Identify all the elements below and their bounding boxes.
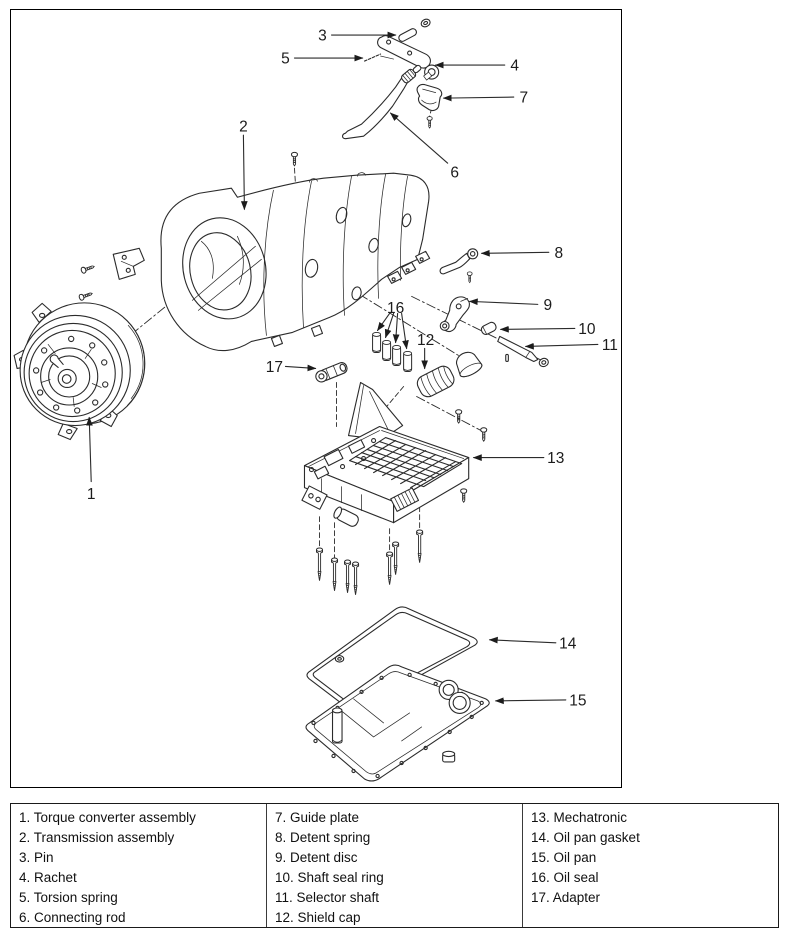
legend-item-17: 17. Adapter [531, 890, 601, 905]
callout-number-12: 12 [417, 331, 435, 349]
exploded-view-diagram [10, 9, 622, 788]
leader-line-7 [444, 97, 514, 98]
pin-drawing [398, 18, 432, 43]
legend-table [10, 803, 779, 928]
legend-item-12: 12. Shield cap [275, 910, 361, 925]
callout-number-4: 4 [510, 57, 520, 75]
leader-line-15 [496, 700, 566, 701]
leader-line-9 [470, 301, 538, 304]
callout-number-3: 3 [318, 27, 327, 45]
adapter-drawing [314, 361, 348, 384]
bracket-and-bolts-drawing [78, 248, 144, 301]
leader-line-17 [285, 366, 315, 368]
legend-item-14: 14. Oil pan gasket [531, 830, 640, 845]
legend-item-15: 15. Oil pan [531, 850, 597, 865]
callout-number-6: 6 [450, 164, 459, 182]
legend-item-9: 9. Detent disc [275, 850, 358, 865]
torque-converter-drawing [14, 303, 145, 440]
legend-item-5: 5. Torsion spring [19, 890, 118, 905]
leader-line-14 [490, 640, 556, 643]
callout-number-7: 7 [519, 89, 529, 107]
oil-seals-drawing [373, 332, 412, 371]
callout-number-17: 17 [265, 358, 284, 376]
callout-number-10: 10 [578, 320, 596, 338]
leader-line-1 [89, 418, 91, 482]
callout-number-1: 1 [86, 486, 96, 504]
selector-shaft-drawing [498, 336, 550, 367]
leader-line-10 [501, 328, 575, 329]
callout-number-2: 2 [239, 118, 248, 136]
legend-column-3 [522, 804, 778, 927]
legend-item-6: 6. Connecting rod [19, 910, 126, 925]
shaft-seal-ring-drawing [480, 321, 497, 336]
legend-item-8: 8. Detent spring [275, 830, 371, 845]
callout-number-13: 13 [547, 450, 565, 468]
legend-item-16: 16. Oil seal [531, 870, 599, 885]
callout-number-16: 16 [386, 299, 405, 317]
legend-item-11: 11. Selector shaft [275, 890, 380, 905]
mechatronic-bolts-drawing [317, 530, 423, 595]
legend-column-1 [11, 804, 266, 927]
leader-line-8 [482, 252, 549, 253]
legend-item-4: 4. Rachet [19, 870, 77, 885]
detent-spring-drawing [440, 249, 478, 283]
legend-column-2 [266, 804, 522, 927]
leader-line-16 [396, 313, 398, 342]
transmission-drawing [161, 152, 430, 350]
legend-item-1: 1. Torque converter assembly [19, 810, 196, 825]
callout-number-11: 11 [601, 336, 618, 354]
guide-plate-drawing [417, 84, 442, 128]
legend-item-10: 10. Shaft seal ring [275, 870, 384, 885]
callout-number-9: 9 [543, 296, 553, 314]
callout-number-15: 15 [569, 692, 587, 710]
legend-item-7: 7. Guide plate [275, 810, 360, 825]
mechatronic-drawing [302, 382, 487, 528]
callout-number-8: 8 [554, 244, 564, 262]
diagram-art [14, 18, 618, 781]
callout-number-14: 14 [559, 635, 577, 653]
legend-item-3: 3. Pin [19, 850, 54, 865]
legend-item-2: 2. Transmission assembly [19, 830, 175, 845]
torsion-spring-drawing [365, 54, 394, 61]
legend-item-13: 13. Mechatronic [531, 810, 628, 825]
leader-line-6 [391, 113, 448, 163]
leader-line-11 [526, 344, 598, 346]
leader-line-16 [402, 313, 407, 348]
callout-number-5: 5 [281, 50, 290, 68]
detent-disc-drawing [440, 297, 469, 332]
connecting-rod-drawing [343, 63, 423, 139]
